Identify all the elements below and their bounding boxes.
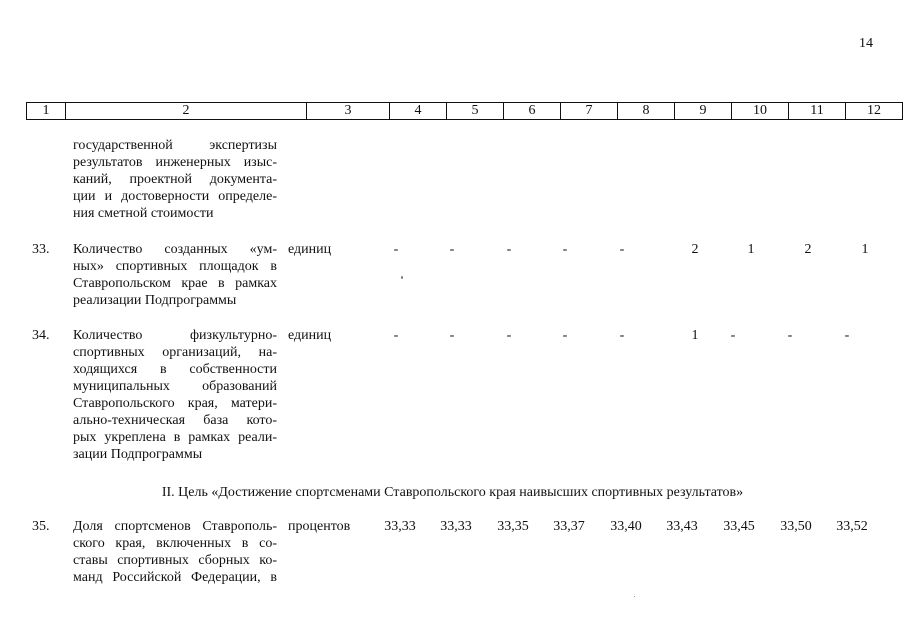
continuation-text: государственной экспертизы результатов инженерных изыс- каний, проектной документа- ции и достоверности определе- ния сметной стоимости (73, 138, 277, 221)
header-col-11: 11 (789, 103, 846, 120)
value-col-9: 2 (691, 242, 699, 257)
header-col-4: 4 (390, 103, 447, 120)
value-col-6: 33,35 (497, 519, 529, 534)
value-col-11: - (787, 328, 793, 343)
value-col-12: 1 (861, 242, 869, 257)
indicator-name: Количество созданных «ум- ных» спортивных площадок в Ставропольском крае в рамках реализации Подпрограммы (73, 242, 277, 308)
header-col-12: 12 (846, 103, 903, 120)
unit: единиц (288, 328, 332, 343)
header-col-10: 10 (732, 103, 789, 120)
value-col-6: - (506, 328, 512, 343)
value-col-4: - (393, 328, 399, 343)
header-col-6: 6 (504, 103, 561, 120)
value-col-8: 33,40 (610, 519, 642, 534)
value-col-12: 33,52 (836, 519, 868, 534)
value-col-5: - (449, 242, 455, 257)
value-col-7: - (562, 242, 568, 257)
unit: единиц (288, 242, 332, 257)
header-col-2: 2 (66, 103, 307, 120)
value-col-12: - (844, 328, 850, 343)
header-col-3: 3 (307, 103, 390, 120)
value-col-6: - (506, 242, 512, 257)
row-number: 34. (32, 328, 50, 343)
indicator-name: Количество физкультурно- спортивных организаций, на- ходящихся в собственности муниципальных образований Ставропольского края, матери- ально-техническая база кото- рых укреплена в рамках реали- зации Подпрограммы (73, 328, 277, 462)
page-number: 14 (859, 36, 873, 51)
value-col-5: - (449, 328, 455, 343)
value-col-11: 33,50 (780, 519, 812, 534)
scan-speck (401, 276, 403, 279)
value-col-9: 1 (691, 328, 699, 343)
header-col-1: 1 (27, 103, 66, 120)
unit: процентов (288, 519, 351, 534)
value-col-11: 2 (804, 242, 812, 257)
value-col-10: - (730, 328, 736, 343)
value-col-10: 1 (747, 242, 755, 257)
section-title: II. Цель «Достижение спортсменами Ставропольского края наивысших спортивных результатов» (161, 485, 744, 500)
value-col-10: 33,45 (723, 519, 755, 534)
value-col-7: - (562, 328, 568, 343)
header-col-8: 8 (618, 103, 675, 120)
header-col-7: 7 (561, 103, 618, 120)
value-col-5: 33,33 (440, 519, 472, 534)
scan-speck (634, 596, 635, 597)
indicator-name: Доля спортсменов Ставрополь- ского края, включенных в со- ставы спортивных сборных ко- манд Российской Федерации, в (73, 519, 277, 585)
value-col-4: 33,33 (384, 519, 416, 534)
header-col-5: 5 (447, 103, 504, 120)
column-number-header (26, 102, 903, 120)
value-col-4: - (393, 242, 399, 257)
value-col-8: - (619, 242, 625, 257)
row-number: 33. (32, 242, 50, 257)
row-number: 35. (32, 519, 50, 534)
value-col-7: 33,37 (553, 519, 585, 534)
value-col-9: 33,43 (666, 519, 698, 534)
value-col-8: - (619, 328, 625, 343)
header-col-9: 9 (675, 103, 732, 120)
